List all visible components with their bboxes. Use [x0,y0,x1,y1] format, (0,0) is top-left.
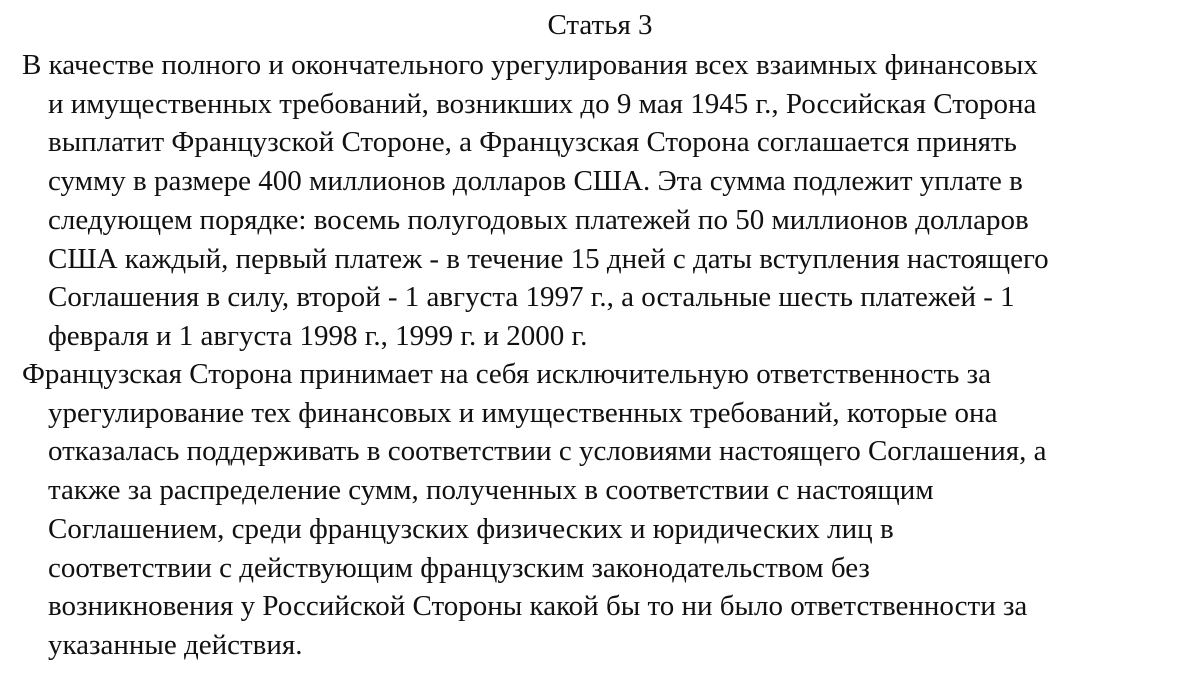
text-line: В качестве полного и окончательного урегулирования всех взаимных финансовых [22,49,1038,81]
paragraph-1 [0,46,1200,356]
text-line: следующем порядке: восемь полугодовых платежей по 50 миллионов долларов [48,203,1029,236]
text-line: урегулирование тех финансовых и имущественных требований, которые она [48,396,998,429]
text-line: и имущественных требований, возникших до 9 мая 1945 г., Российская Сторона [48,87,1037,120]
text-line: февраля и 1 августа 1998 г., 1999 г. и 2000 г. [48,319,588,352]
text-line: Соглашением, среди французских физических и юридических лиц в [48,512,894,545]
text-line: указанные действия. [48,628,303,661]
text-line: выплатит Французской Стороне, а Французская Сторона соглашается принять [48,126,1017,159]
article-title: Статья 3 [547,9,653,41]
text-line: сумму в размере 400 миллионов долларов США. Эта сумма подлежит уплате в [48,165,1023,198]
paragraph-2 [0,355,1200,665]
text-line: возникновения у Российской Стороны какой бы то ни было ответственности за [48,590,1028,623]
text-line: отказалась поддерживать в соответствии с условиями настоящего Соглашения, а [48,435,1047,468]
text-line: соответствии с действующим французским законодательством без [48,551,870,584]
text-line: Соглашения в силу, второй - 1 августа 1997 г., а остальные шесть платежей - 1 [48,281,1015,314]
text-line: США каждый, первый платеж - в течение 15 дней с даты вступления настоящего [48,242,1049,275]
text-line: Французская Сторона принимает на себя исключительную ответственность за [22,358,991,390]
text-line: также за распределение сумм, полученных в соответствии с настоящим [48,474,934,507]
